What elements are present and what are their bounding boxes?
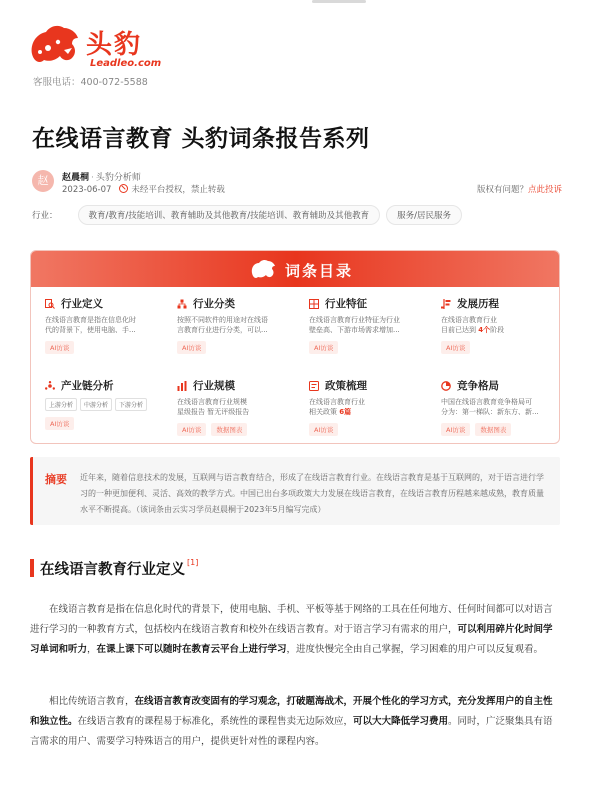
brand-logo[interactable] xyxy=(28,18,168,76)
data-chart-tag[interactable]: 数据图表 xyxy=(475,423,511,436)
section-title: 在线语言教育行业定义 xyxy=(40,561,185,578)
search-doc-icon xyxy=(45,299,55,309)
ai-interview-tag[interactable]: AI访谈 xyxy=(309,341,338,354)
toc-header xyxy=(31,251,560,287)
toc-item-features[interactable]: 行业特征 在线语言教育行业特征为行业 壁垒高、下游市场需求增加... AI访谈 xyxy=(309,298,400,352)
toc-item-market-size[interactable]: 行业规模 在线语言教育行业规模 星级报告 暂无评级报告 AI访谈 数据图表 xyxy=(177,380,250,434)
ban-icon xyxy=(119,184,128,193)
toc-item-definition[interactable]: 行业定义 在线语言教育是指在信息化时 代的背景下，使用电脑、手... AI访谈 xyxy=(45,298,136,352)
timeline-icon xyxy=(441,299,451,309)
author-line: 赵晨桐 · 头豹分析师 xyxy=(62,173,141,183)
ai-interview-tag[interactable]: AI访谈 xyxy=(177,341,206,354)
definition-paragraph-2: 相比传统语言教育，在线语言教育改变固有的学习观念，打破题海战术，开展个性化的学习方式，充分发挥用户的自主性和独立性。在线语言教育的课程易于标准化，系统性的课程售卖无边际效应，可以大大降低学习费用。同时，广泛聚集具有语言需求的用户、需要学习特殊语言的用户，提供更针对性的课程内容。 xyxy=(30,696,553,747)
toc-item-history[interactable]: 发展历程 在线语言教育行业 目前已达到 4个阶段 AI访谈 xyxy=(441,298,505,352)
publish-date: 2023-06-07 xyxy=(62,185,112,195)
bar-chart-icon xyxy=(177,381,187,391)
abstract-text: 近年来，随着信息技术的发展，互联网与语言教育结合，形成了在线语言教育行业。在线语言教育是基于互联网的，对于语言进行学习的一种更加便利、灵活、高效的教学方式。中国已出台多项政策大力发展在线语言教育，在线语言教育历程越来越成熟，教育质量水平不断提高。（该词条由云实习学员赵晨桐于2023年5月编写完成） xyxy=(80,473,544,514)
publish-meta xyxy=(62,183,225,195)
industry-label: 行业： xyxy=(32,211,58,221)
repost-notice: 未经平台授权，禁止转载 xyxy=(131,185,225,195)
hierarchy-icon xyxy=(177,299,187,309)
chain-icon xyxy=(45,381,55,391)
toc-item-competition[interactable]: 竞争格局 中国在线语言教育竞争格局可 分为：第一梯队：新东方、新... AI访谈 数据图表 xyxy=(441,380,539,434)
top-scroll-indicator xyxy=(0,0,600,4)
upstream-chip[interactable]: 上游分析 xyxy=(45,398,77,411)
abstract-box xyxy=(30,457,560,525)
author-name[interactable]: 赵晨桐 xyxy=(62,173,90,183)
copyright-complaint xyxy=(477,183,562,195)
ai-interview-tag[interactable]: AI访谈 xyxy=(441,423,470,436)
toc-panel xyxy=(30,250,560,444)
ai-interview-tag[interactable]: AI访谈 xyxy=(177,423,206,436)
midstream-chip[interactable]: 中游分析 xyxy=(80,398,112,411)
ai-interview-tag[interactable]: AI访谈 xyxy=(45,417,74,430)
author-avatar: 赵 xyxy=(32,170,54,192)
toc-title: 词条目录 xyxy=(285,262,354,280)
downstream-chip[interactable]: 下游分析 xyxy=(115,398,147,411)
policy-icon xyxy=(309,381,319,391)
copyright-question: 版权有问题？ xyxy=(476,185,528,195)
logo-english-text: Leadleo.com xyxy=(90,58,162,69)
leopard-icon xyxy=(250,259,276,279)
toc-item-value-chain[interactable]: 产业链分析 上游分析 中游分析 下游分析 AI访谈 xyxy=(45,378,165,430)
leopard-logo-icon xyxy=(28,24,80,68)
section-heading xyxy=(30,558,198,578)
industry-chip[interactable]: 教育/教育/技能培训、教育辅助及其他教育/技能培训、教育辅助及其他教育 xyxy=(78,205,381,225)
ai-interview-tag[interactable]: AI访谈 xyxy=(45,341,74,354)
industry-chip[interactable]: 服务/居民服务 xyxy=(386,205,462,225)
definition-paragraph-1: 在线语言教育是指在信息化时代的背景下，使用电脑、手机、平板等基于网络的工具在任何地方、任何时间都可以对语言进行学习的一种教育方式，包括校内在线语言教育和校外在线语言教育。对于语言学习有需求的用户，可以利用碎片化时间学习单词和听力，在课上课下可以随时在教育云平台上进行学习，进度快慢完全由自己掌握，学习困难的用户可以反复观看。 xyxy=(30,604,553,655)
toc-item-policy[interactable]: 政策梳理 在线语言教育行业 相关政策 6篇 AI访谈 xyxy=(309,380,367,434)
author-role: 头豹分析师 xyxy=(95,173,141,183)
logo-chinese-text: 头豹 xyxy=(86,30,143,60)
toc-item-classification[interactable]: 行业分类 按照不同软件的用途对在线语 言教育行业进行分类，可以... AI访谈 xyxy=(177,298,268,352)
industry-row xyxy=(32,205,468,225)
abstract-label: 摘要 xyxy=(45,473,67,486)
report-title: 在线语言教育 头豹词条报告系列 xyxy=(32,126,370,152)
data-chart-tag[interactable]: 数据图表 xyxy=(211,423,247,436)
complaint-link[interactable]: 点此投诉 xyxy=(527,185,562,195)
grid-icon xyxy=(309,299,319,309)
ai-interview-tag[interactable]: AI访谈 xyxy=(309,423,338,436)
reference-link[interactable]: [1] xyxy=(187,557,199,567)
customer-hotline: 客服电话：400-072-5588 xyxy=(33,77,148,88)
ai-interview-tag[interactable]: AI访谈 xyxy=(441,341,470,354)
pie-icon xyxy=(441,381,451,391)
